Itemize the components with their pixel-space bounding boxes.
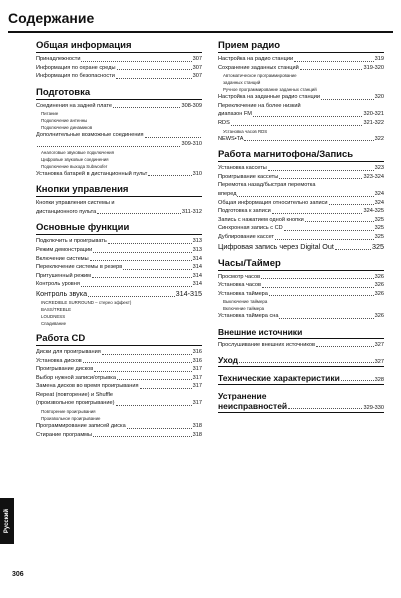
toc-page-number: 310 [192,170,202,177]
toc-entry[interactable] [218,55,384,64]
toc-page-number: 325 [374,225,384,232]
toc-entry-text: Установка часов [218,282,261,289]
toc-section [36,222,202,327]
toc-entry-text: Установка дисков [36,357,82,364]
toc-entry-text: Установка кассеты [218,165,267,172]
toc-entry-text: Дополнительные возможные соединения [36,132,144,139]
toc-entry-text: Подключить и проигрывать [36,238,107,245]
toc-subentry: Питание [41,111,59,117]
section-heading: Уход [218,355,239,366]
dot-leader [261,278,374,279]
toc-page-number: 308-309 [181,102,202,109]
title-rule [8,31,393,33]
dot-leader [341,380,374,381]
dot-leader [127,428,192,429]
toc-page-number: 317 [192,383,202,390]
dot-leader [93,436,192,437]
toc-page-number: 316 [192,348,202,355]
dot-leader [335,249,371,250]
toc-page-number: 326 [374,282,384,289]
toc-entry-text: Подготовка к записи [218,208,271,215]
dot-leader [116,78,192,79]
toc-entry[interactable] [36,170,202,179]
section-heading: Часы/Таймер [218,258,384,271]
toc-entry-text: Диски для проигрывания [36,348,101,355]
toc-entry[interactable] [218,119,384,128]
dot-leader [81,61,191,62]
toc-entry-text: Перемотка назад/быстрая перемотка [218,182,316,189]
toc-subentry: LOUDNESS [41,313,66,319]
toc-entry[interactable] [36,64,202,73]
toc-entry-text: NEWS•TA [218,135,244,142]
toc-entry-text: вперед [218,190,237,197]
toc-entry[interactable] [218,341,384,350]
toc-subentry: Выключение таймера [223,299,268,305]
language-tab [0,498,14,544]
toc-page-number: 314 [192,281,202,288]
toc-entry[interactable] [36,237,202,246]
section-heading: Работа магнитофона/Запись [218,149,384,162]
toc-entry[interactable] [36,399,202,408]
toc-entry-text: Проигрывание дисков [36,366,94,373]
toc-section [218,355,384,367]
toc-entry-text: Соединения на задней плате [36,102,112,109]
toc-subentry: Повторение проигрывания [41,409,96,415]
toc-page-number: 314-315 [175,288,202,298]
toc-page-number: 318 [192,431,202,438]
toc-page-number: 319 [374,56,384,62]
toc-subentry: Аналоговые звуковые подключения [41,149,114,155]
toc-subentry: Подключение выхода Subwoofer [41,163,108,169]
toc-heading-entry[interactable] [218,401,384,413]
toc-entry-text: Просмотр часов [218,273,261,280]
toc-page-number: 320 [374,94,384,101]
dot-leader [275,239,374,240]
dot-leader [321,99,374,100]
dot-leader [97,213,181,214]
section-heading: Кнопки управления [36,184,202,197]
toc-entry[interactable] [36,382,202,391]
toc-entry-text: Программирование записей диска [36,423,126,430]
toc-entry[interactable] [36,246,202,255]
toc-page-number: 327 [374,341,384,348]
dot-leader [279,178,362,179]
toc-entry-text: Сохранение заданных станций [218,64,299,71]
toc-entry[interactable] [218,173,384,182]
toc-section [36,333,202,439]
toc-section [218,149,384,251]
dot-leader [269,295,374,296]
toc-page-number: 317 [192,400,202,407]
dot-leader [329,204,374,205]
toc-page-number: 317 [192,366,202,373]
dot-leader [239,362,374,363]
dot-leader [253,116,363,117]
section-heading: Работа CD [36,333,202,346]
dot-leader [116,405,192,406]
toc-entry[interactable] [218,190,384,199]
toc-page-number: 324-325 [363,208,384,215]
language-tab-label: Русский [4,508,10,534]
toc-entry[interactable] [218,199,384,208]
toc-entry[interactable] [36,357,202,366]
toc-subentry: Установка часов RDS [223,128,268,134]
toc-entry[interactable] [36,280,202,289]
toc-entry-text: Переключение системы в резерв [36,264,123,271]
toc-section [218,40,384,143]
toc-entry-text: Притушенный режим [36,272,92,279]
toc-section [36,87,202,178]
toc-page-number: 316 [192,357,202,364]
toc-entry[interactable] [36,140,202,149]
toc-entry-text: Общая информация относительно записи [218,199,328,206]
toc-entry[interactable] [218,64,384,73]
toc-entry-text: Режим демонстрации [36,246,93,253]
toc-entry-text: Информация по безопасности [36,73,115,80]
toc-page-number: 322 [374,135,384,142]
toc-entry-text: Установка таймера сна [218,313,279,320]
toc-subentry: BASS/TREBLE [41,306,72,312]
dot-leader [294,61,374,62]
toc-page-number: 314 [192,272,202,279]
toc-page-number: 307 [192,64,202,71]
dot-leader [272,213,363,214]
toc-entry[interactable] [218,233,384,242]
toc-page-number: 309-310 [181,140,202,147]
toc-entry-text: Принадлежности [36,56,81,62]
dot-leader [262,287,374,288]
toc-entry-text: Замена дисков во время проигрывания [36,383,139,390]
toc-section [218,258,384,321]
toc-entry-text: Дублирование кассет [218,233,274,240]
section-heading: Устранение [218,391,267,402]
toc-page-number: 327 [374,359,384,366]
toc-section [218,327,384,350]
dot-leader [316,346,374,347]
toc-entry[interactable] [36,72,202,81]
toc-entry[interactable] [218,224,384,233]
dot-leader [231,125,363,126]
toc-page-number: 318 [192,423,202,430]
toc-subentry: Автоматическое программирование [223,73,297,79]
toc-entry[interactable] [36,431,202,440]
toc-page-number: 311-312 [181,208,202,215]
toc-page-number: 313 [192,238,202,245]
toc-entry-text: RDS [218,119,230,126]
toc-entry[interactable] [218,164,384,173]
dot-leader [113,107,180,108]
dot-leader [305,221,374,222]
toc-entry[interactable] [218,290,384,299]
toc-entry[interactable] [218,312,384,321]
dot-leader [300,69,363,70]
toc-entry[interactable] [36,55,202,64]
toc-page-number: 325 [372,241,384,251]
toc-entry-text: Запись с нажатием одной кнопки [218,216,304,223]
toc-entry-text: Проигрывание кассеты [218,173,279,180]
toc-entry-text: Контроль звука [36,288,88,298]
toc-entry[interactable] [36,365,202,374]
toc-subentry: Подключение антенны [41,118,88,124]
dot-leader [102,354,192,355]
right-column [218,40,384,419]
section-heading: Общая информация [36,40,202,53]
dot-leader [123,269,191,270]
toc-page-number: 325 [374,216,384,223]
toc-page-number: 307 [192,73,202,80]
dot-leader [93,252,191,253]
dot-leader [268,170,374,171]
toc-subentry: заданных станций [223,80,261,86]
left-column [36,40,202,445]
toc-entry[interactable] [36,102,202,111]
toc-section [36,40,202,81]
toc-page-number: 314 [192,255,202,262]
section-heading: неисправностей [218,401,288,412]
toc-entry[interactable] [218,207,384,216]
toc-entry-text: Выбор нужной записи/отрывка [36,374,116,381]
toc-entry[interactable] [218,216,384,225]
toc-subentry: Спадивание [41,320,67,326]
toc-entry[interactable] [218,281,384,290]
dot-leader [145,137,201,138]
toc-heading-entry[interactable] [218,373,384,385]
toc-entry[interactable] [36,272,202,281]
dot-leader [117,379,192,380]
toc-entry-text: (произвольное проигрывание) [36,400,115,407]
dot-leader [83,362,192,363]
toc-entry[interactable] [36,263,202,272]
toc-section [218,391,384,413]
toc-entry[interactable] [218,273,384,282]
toc-page-number: 319-320 [363,64,384,71]
toc-page-number: 323-324 [363,173,384,180]
toc-entry-text: Установка батарей в дистанционный пульт [36,170,148,177]
section-heading: Прием радио [218,40,384,53]
dot-leader [244,140,373,141]
toc-entry[interactable] [36,374,202,383]
toc-page-number: 314 [192,264,202,271]
toc-entry-text: Стирание программы [36,431,93,438]
toc-entry-text: Включение системы [36,255,89,262]
dot-leader [237,196,373,197]
toc-entry[interactable] [218,135,384,144]
toc-entry[interactable] [218,242,384,252]
toc-section [36,184,202,216]
section-heading: Подготовка [36,87,202,100]
dot-leader [148,175,191,176]
toc-subentry: INCREDIBLE SURROUND – стерео эффект) [41,299,132,305]
section-heading: Внешние источники [218,327,384,339]
toc-entry[interactable] [36,422,202,431]
toc-entry-text: Контроль уровня [36,281,80,288]
toc-entry-text: Цифровая запись через Digital Out [218,241,334,251]
toc-entry-text: Настройка на заданные радио станции [218,94,320,101]
toc-entry-text: Настройка на радио станции [218,56,294,62]
dot-leader [279,318,373,319]
toc-entry-text: Прослушивание внешних источников [218,341,315,348]
toc-entry[interactable] [36,289,202,299]
toc-page-number: 323 [374,165,384,172]
toc-subentry: Цифровые звуковые соединения [41,156,109,162]
toc-entry[interactable] [218,93,384,102]
toc-subentry: Ручное программирование заданных станций [223,87,317,93]
toc-entry-text: Кнопки управления системы и [36,200,115,207]
toc-page-number: 326 [374,273,384,280]
dot-leader [92,277,192,278]
toc-page-number: 324 [374,190,384,197]
dot-leader [117,69,192,70]
toc-section [218,373,384,385]
section-heading: Основные функции [36,222,202,235]
toc-heading-entry[interactable] [218,355,384,367]
dot-leader [284,230,374,231]
toc-entry[interactable] [36,348,202,357]
toc-page-number: 313 [192,246,202,253]
dot-leader [288,408,362,409]
dot-leader [140,388,192,389]
toc-subentry: Произвольное проигрывание [41,416,101,422]
dot-leader [108,243,192,244]
dot-leader [81,286,192,287]
toc-page-number: 320-321 [363,111,384,118]
toc-entry[interactable] [36,131,202,140]
dot-leader [88,296,175,297]
toc-page-number: 317 [192,374,202,381]
toc-entry[interactable] [218,110,384,119]
dot-leader [37,146,180,147]
toc-page-number: 326 [374,290,384,297]
page-title: Содержание [8,10,95,26]
toc-entry-text: Repeat (повторение) и Shuffle [36,391,114,398]
section-heading: Технические характеристики [218,373,340,384]
toc-page-number: 328 [374,377,384,384]
toc-entry-text: дистанционного пульта [36,208,97,215]
toc-page-number: 329-330 [363,405,384,412]
toc-entry[interactable] [36,208,202,217]
toc-page-number: 324 [374,199,384,206]
toc-page-number: 307 [192,56,202,62]
toc-entry-text: Переключение на более низкий [218,102,301,109]
toc-page-number: 326 [374,313,384,320]
toc-page-number: 325 [374,233,384,240]
toc-entry-text: Установка таймера [218,290,268,297]
page-number: 306 [12,571,24,578]
toc-entry-text: Синхронная запись с CD [218,225,283,232]
toc-page-number: 321-322 [363,119,384,126]
toc-entry-text: Информация по охране среды [36,64,116,71]
toc-entry[interactable] [36,255,202,264]
toc-subentry: Включение таймера [223,306,265,312]
dot-leader [94,371,191,372]
toc-subentry: Подключение динамиков [41,125,93,131]
toc-entry-text: диапазон FM [218,111,252,118]
dot-leader [90,260,192,261]
